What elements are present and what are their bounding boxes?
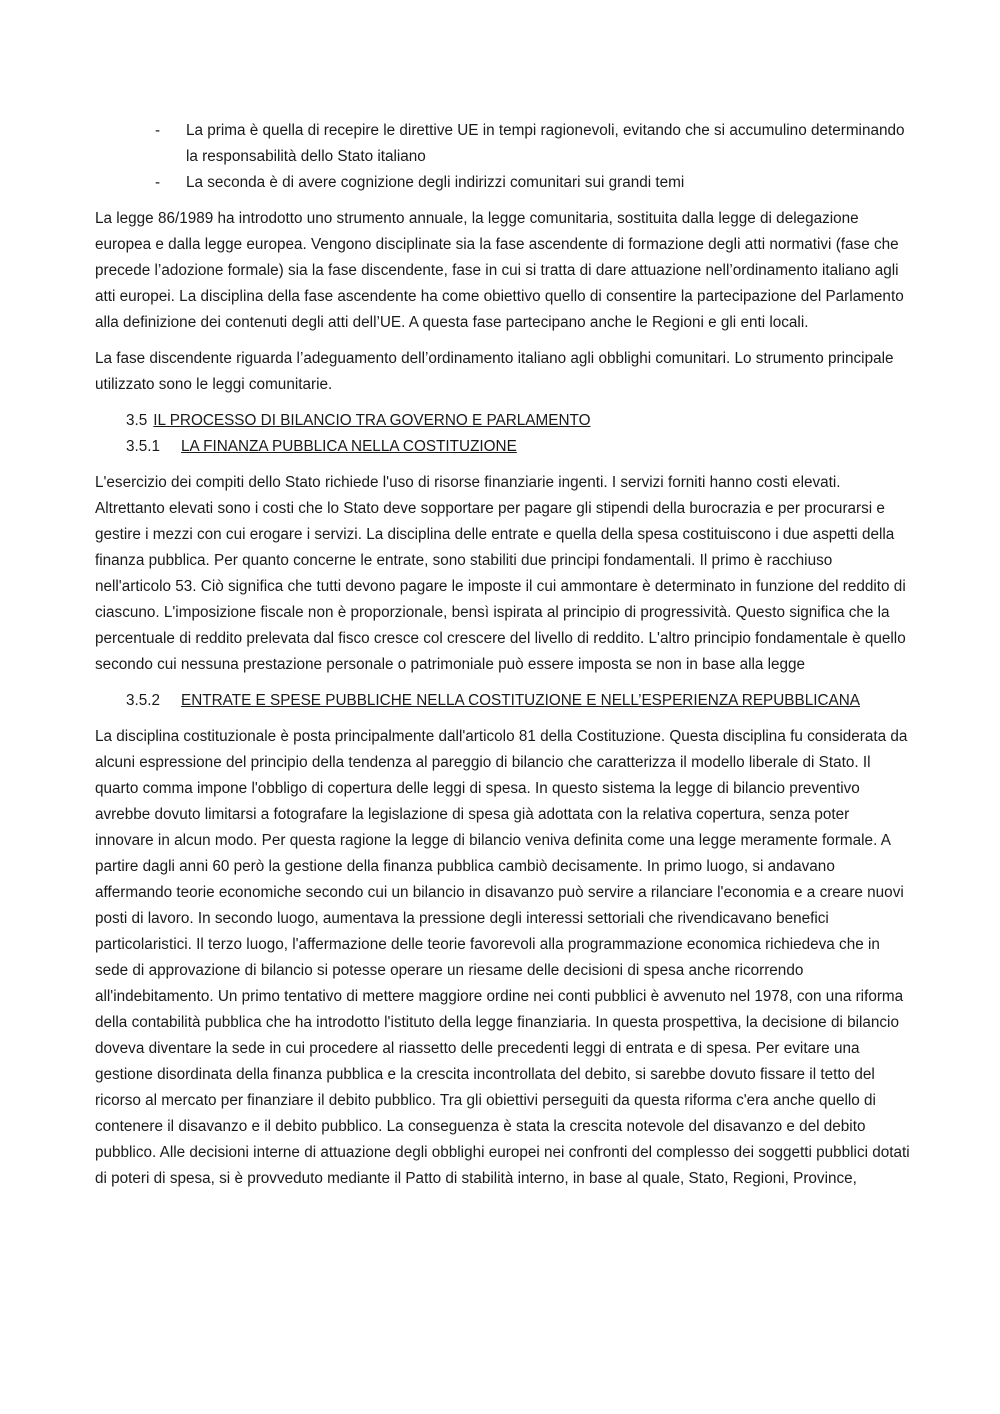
heading-3-5 (95, 408, 910, 434)
list-item (95, 118, 910, 170)
paragraph-fase-discendente: La fase discendente riguarda l’adeguamento dell’ordinamento italiano agli obblighi comunitari. Lo strumento principale utilizzato sono le leggi comunitarie. (95, 350, 894, 393)
heading-number: 3.5.1 (126, 438, 161, 455)
heading-title: IL PROCESSO DI BILANCIO TRA GOVERNO E PARLAMENTO (153, 412, 591, 429)
document-page (95, 118, 910, 1202)
paragraph-finanza-pubblica: L'esercizio dei compiti dello Stato richiede l'uso di risorse finanziarie ingenti. I servizi forniti hanno costi elevati. Altrettanto elevati sono i costi che lo Stato deve sopportare per pagare gli stipendi della burocrazia e per procurarsi e gestire i mezzi con cui erogare i servizi. La disciplina delle entrate e quella della spesa costituiscono i due aspetti della finanza pubblica. Per quanto concerne le entrate, sono stabiliti due principi fondamentali. Il primo è racchiuso nell'articolo 53. Ciò significa che tutti devono pagare le imposte il cui ammontare è determinato in funzione del reddito di ciascuno. L'imposizione fiscale non è proporzionale, bensì ispirata al principio di progressività. Questo significa che la percentuale di reddito prelevata dal fisco cresce col crescere del livello di reddito. L'altro principio fondamentale è quello secondo cui nessuna prestazione personale o patrimoniale può essere imposta se non in base alla legge (95, 474, 906, 673)
heading-title: ENTRATE E SPESE PUBBLICHE NELLA COSTITUZIONE E NELL’ESPERIENZA REPUBBLICANA (181, 692, 860, 709)
list-item (95, 170, 910, 196)
section-heading-3-5-2-group (95, 688, 910, 714)
paragraph-entrate-spese: La disciplina costituzionale è posta principalmente dall'articolo 81 della Costituzione. Questa disciplina fu considerata da alcuni espressione del principio della tendenza al pareggio di bilancio che caratterizza il modello liberale di Stato. Il quarto comma impone l'obbligo di copertura delle leggi di spesa. In questo sistema la legge di bilancio preventivo avrebbe dovuto limitarsi a fotografare la legislazione di spesa già adottata con la relativa copertura, senza poter innovare in alcun modo. Per questa ragione la legge di bilancio veniva definita come una legge meramente formale. A partire dagli anni 60 però la gestione della finanza pubblica cambiò decisamente. In primo luogo, si andavano affermando teorie economiche secondo cui un bilancio in disavanzo può servire a rilanciare l'economia e a creare nuovi posti di lavoro. In secondo luogo, aumentava la pressione degli interessi settoriali che rivendicavano benefici particolaristici. Il terzo luogo, l'affermazione delle teorie favorevoli alla programmazione economica richiedeva che in sede di approvazione di bilancio si potesse operare un riesame delle decisioni di spesa anche ricorrendo all'indebitamento. Un primo tentativo di mettere maggiore ordine nei conti pubblici è avvenuto nel 1978, con una riforma della contabilità pubblica che ha introdotto l'istituto della legge finanziaria. In questa prospettiva, la decisione di bilancio doveva diventare la sede in cui procedere al riassetto delle precedenti leggi di entrata e di spesa. Per evitare una gestione disordinata della finanza pubblica e la crescita incontrollata del debito, si sarebbe dovuto fissare il tetto del ricorso al mercato per finanziare il debito pubblico. Tra gli obiettivi perseguiti da questa riforma c'era anche quello di contenere il disavanzo e il debito pubblico. La conseguenza è stata la crescita notevole del disavanzo e del debito pubblico. Alle decisioni interne di attuazione degli obblighi europei nei confronti del complesso dei soggetti pubblici dotati di poteri di spesa, si è provveduto mediante il Patto di stabilità interno, in base al quale, Stato, Regioni, Province, (95, 728, 910, 1187)
bullet-list (95, 118, 910, 196)
heading-3-5-1 (95, 434, 910, 460)
bullet-dash: - (155, 122, 161, 139)
heading-number: 3.5 (126, 412, 148, 429)
bullet-text: La prima è quella di recepire le direttive UE in tempi ragionevoli, evitando che si accumulino determinando la responsabilità dello Stato italiano (186, 122, 905, 165)
bullet-text: La seconda è di avere cognizione degli indirizzi comunitari sui grandi temi (186, 174, 685, 191)
section-headings-3-5 (95, 408, 910, 460)
heading-number: 3.5.2 (126, 692, 161, 709)
heading-3-5-2 (95, 688, 910, 714)
paragraph-legge-86-1989: La legge 86/1989 ha introdotto uno strumento annuale, la legge comunitaria, sostituita dalla legge di delegazione europea e dalla legge europea. Vengono disciplinate sia la fase ascendente di formazione degli atti normativi (fase che precede l’adozione formale) sia la fase discendente, fase in cui si tratta di dare attuazione nell’ordinamento italiano agli atti europei. La disciplina della fase ascendente ha come obiettivo quello di consentire la partecipazione del Parlamento alla definizione dei contenuti degli atti dell’UE. A questa fase partecipano anche le Regioni e gli enti locali. (95, 210, 904, 331)
bullet-dash: - (155, 174, 161, 191)
heading-title: LA FINANZA PUBBLICA NELLA COSTITUZIONE (181, 438, 517, 455)
